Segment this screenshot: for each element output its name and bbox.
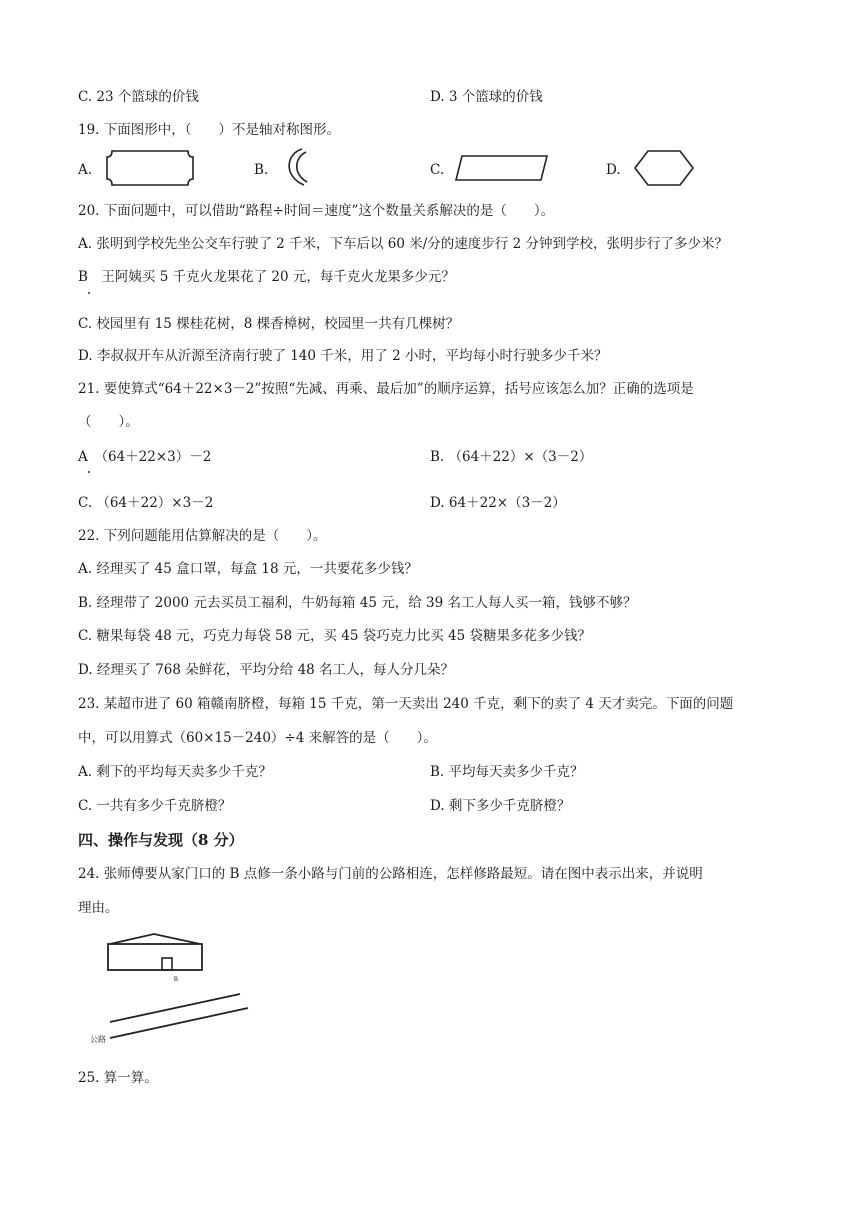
house-icon (108, 934, 202, 970)
q23-stem-line2: 中，可以用算式（60×15－240）÷4 来解答的是（ ）。 (78, 730, 437, 746)
q24-stem-line2: 理由。 (78, 900, 119, 916)
q19-option-a-label: A. (78, 162, 93, 178)
q24-stem-line1: 24. 张师傅要从家门口的 B 点修一条小路与门前的公路相连，怎样修路最短。请在图中表示出来，并说明 (78, 866, 703, 882)
q19-option-b-label: B. (254, 162, 269, 178)
q19-option-c-label: C. (430, 162, 445, 178)
road-label: 公路 (90, 1035, 106, 1044)
q22-option-a: A. 经理买了 45 盒口罩，每盒 18 元，一共要花多少钱？ (78, 561, 418, 577)
point-b-label: B (174, 977, 179, 983)
q19-option-d-label: D. (606, 162, 621, 178)
q24-house-road-figure (86, 924, 256, 1052)
q20-option-a: A. 张明到学校先坐公交车行驶了 2 千米，下车后以 60 米/分的速度步行 2 分钟到学校，张明步行了多少米？ (78, 236, 728, 252)
q18-option-d: D. 3 个篮球的价钱 (430, 89, 543, 105)
q21-stem-line1: 21. 要使算式“64＋22×3－2”按照“先减、再乘、最后加”的顺序运算，括号应该怎么加？正确的选项是 (78, 381, 694, 397)
q23-option-d: D. 剩下多少千克脐橙？ (430, 798, 571, 814)
q23-option-b: B. 平均每天卖多少千克？ (430, 764, 584, 780)
q20-option-d: D. 李叔叔开车从沂源至济南行驶了 140 千米，用了 2 小时，平均每小时行驶多少千米？ (78, 348, 608, 364)
q19-shape-c-parallelogram-icon (452, 152, 552, 186)
q19-shape-a-notched-rectangle-icon (104, 148, 196, 188)
q19-stem: 19. 下面图形中，（ ）不是轴对称图形。 (78, 122, 341, 138)
q23-stem-line1: 23. 某超市进了 60 箱赣南脐橙，每箱 15 千克，第一天卖出 240 千克，剩下的卖了 4 天才卖完。下面的问题 (78, 696, 734, 712)
q19-shape-b-crescent-icon (278, 146, 310, 188)
q22-option-d: D. 经理买了 768 朵鲜花，平均分给 48 名工人，每人分几朵？ (78, 662, 455, 678)
q21-option-a-dot (88, 471, 90, 473)
q20-option-b-dot (88, 292, 90, 294)
q20-stem: 20. 下面问题中，可以借助“路程÷时间＝速度”这个数量关系解决的是（ ）。 (78, 203, 555, 219)
road-icon (110, 994, 248, 1038)
q21-option-b: B. （64＋22）×（3－2） (430, 449, 593, 465)
q20-option-c: C. 校园里有 15 棵桂花树，8 棵香樟树，校园里一共有几棵树？ (78, 316, 460, 332)
q22-option-b: B. 经理带了 2000 元去买员工福利，牛奶每箱 45 元，给 39 名工人每人买一箱，钱够不够？ (78, 595, 637, 611)
q22-stem: 22. 下列问题能用估算解决的是（ ）。 (78, 528, 327, 544)
q23-option-c: C. 一共有多少千克脐橙？ (78, 798, 232, 814)
q21-option-d: D. 64＋22×（3－2） (430, 495, 566, 511)
q22-option-c: C. 糖果每袋 48 元，巧克力每袋 58 元，买 45 袋巧克力比买 45 袋糖果多花多少钱？ (78, 628, 591, 644)
q19-shape-d-hexagon-icon (632, 148, 696, 188)
section-4-heading: 四、操作与发现（8 分） (78, 831, 244, 849)
q21-stem-line2: （ ）。 (78, 414, 139, 430)
q23-option-a: A. 剩下的平均每天卖多少千克？ (78, 764, 272, 780)
q21-option-a: A （64＋22×3）－2 (78, 449, 212, 465)
q20-option-b: B 王阿姨买 5 千克火龙果花了 20 元，每千克火龙果多少元？ (78, 269, 455, 285)
q21-option-c: C. （64＋22）×3－2 (78, 495, 214, 511)
q25-stem: 25. 算一算。 (78, 1070, 158, 1086)
q18-option-c: C. 23 个篮球的价钱 (78, 89, 199, 105)
